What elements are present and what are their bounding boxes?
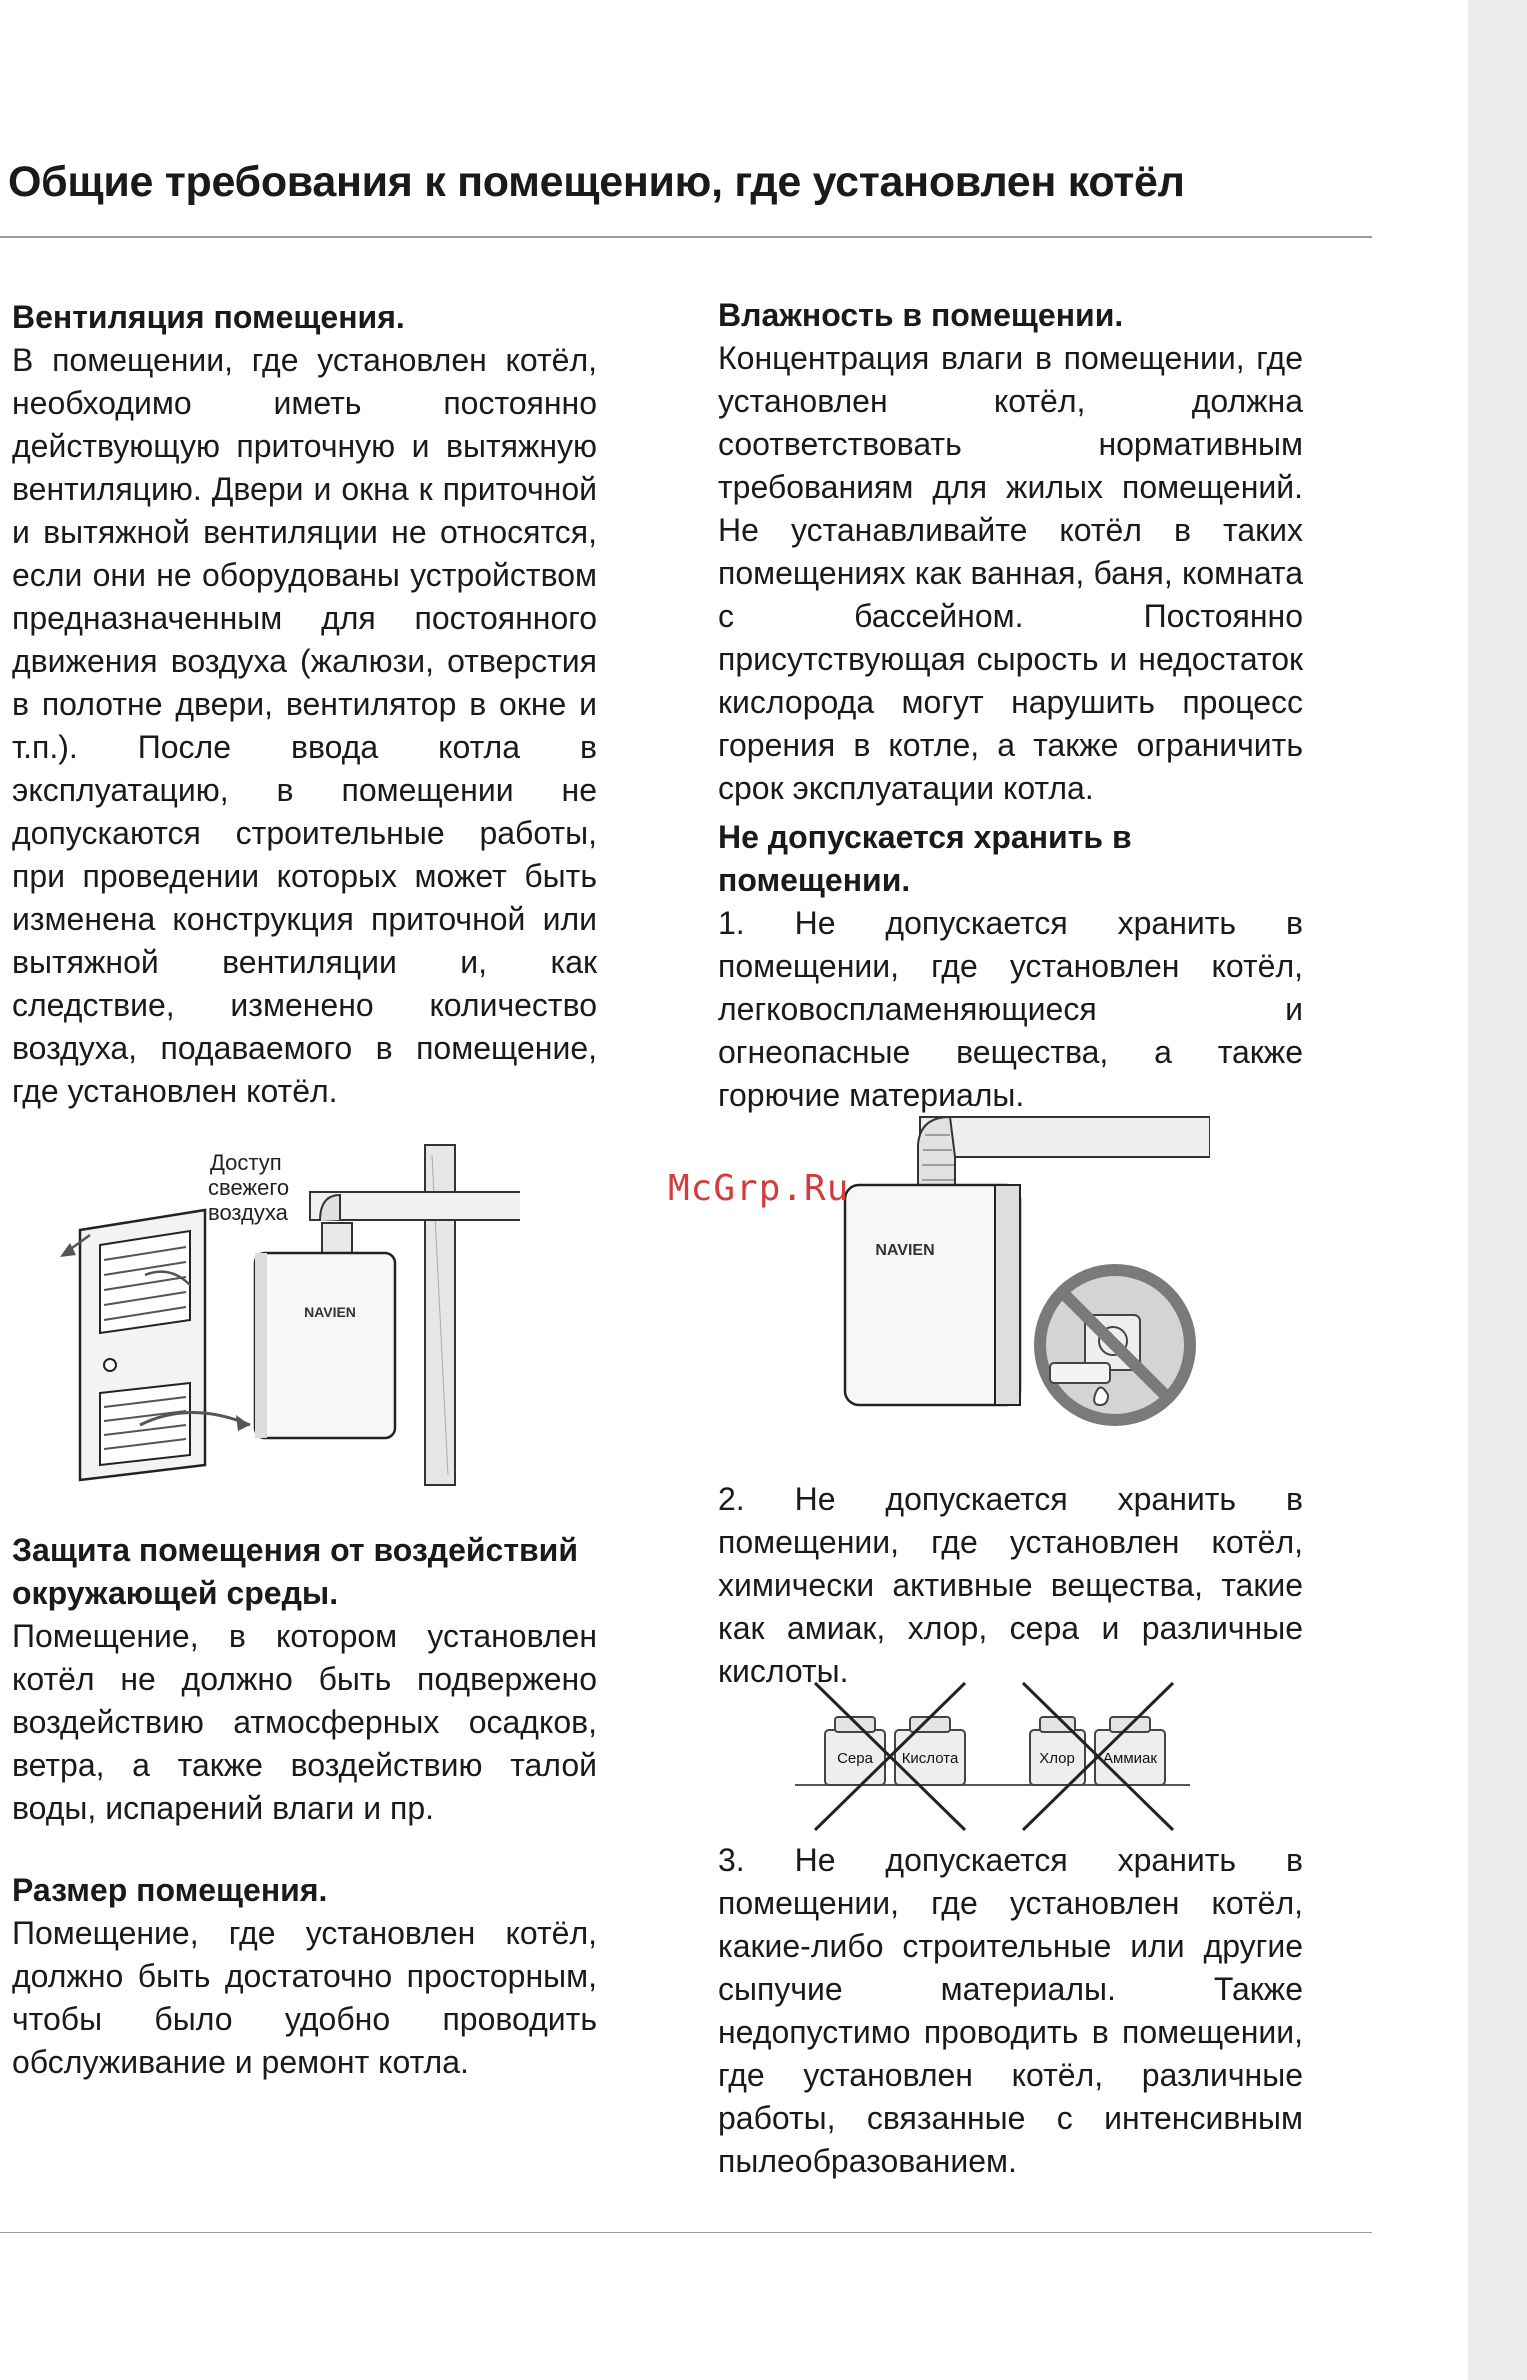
storage-item-1: 1. Не допускается хранить в помещении, где установлен котёл, легковоспламеняющиеся и огнеопасные вещества, а также горючие материалы.	[718, 905, 1303, 1113]
storage-section	[718, 816, 1303, 1117]
storage-item-2: 2. Не допускается хранить в помещении, где установлен котёл, химически активные вещества, такие как амиак, хлор, сера и различные кислоты.	[718, 1481, 1303, 1689]
ventilation-illustration	[40, 1135, 520, 1495]
ventilation-section	[12, 296, 597, 1113]
page-side-band	[1468, 0, 1527, 2380]
storage-item-3-block	[718, 1839, 1303, 2183]
figure1-label-1: Доступ	[210, 1150, 282, 1175]
page-title: Общие требования к помещению, где установлен котёл	[8, 158, 1185, 206]
jar-group-1	[815, 1683, 965, 1830]
storage-item-2-block	[718, 1478, 1303, 1693]
flammable-storage-illustration	[830, 1105, 1210, 1445]
humidity-heading: Влажность в помещении.	[718, 297, 1124, 333]
figure2-brand: NAVIEN	[875, 1242, 935, 1259]
protection-section	[12, 1529, 597, 1830]
size-heading: Размер помещения.	[12, 1872, 328, 1908]
storage-item-3: 3. Не допускается хранить в помещении, где установлен котёл, какие-либо строительные или другие сыпучие материалы. Также недопустимо проводить в помещении, где установлен котёл, различные работы, связанные с интенсивным пылеобразованием.	[718, 1842, 1303, 2179]
size-text: Помещение, где установлен котёл, должно быть достаточно просторным, чтобы было удобно проводить обслуживание и ремонт котла.	[12, 1915, 597, 2080]
jar-acid-label: Кислота	[901, 1750, 959, 1767]
jar-ammonia-label: Аммиак	[1103, 1750, 1157, 1767]
protection-heading: Защита помещения от воздействий окружающей среды.	[12, 1532, 579, 1611]
ventilation-heading: Вентиляция помещения.	[12, 299, 405, 335]
figure1-brand: NAVIEN	[304, 1304, 356, 1320]
chemicals-illustration	[795, 1675, 1190, 1835]
figure1-label-3: воздуха	[208, 1200, 288, 1225]
jar-sulfur-label: Сера	[837, 1750, 873, 1767]
storage-heading: Не допускается хранить в помещении.	[718, 819, 1132, 898]
size-section	[12, 1869, 597, 2084]
protection-text: Помещение, в котором установлен котёл не должно быть подвержено воздействию атмосферных осадков, ветра, а также воздействию талой воды, испарений влаги и пр.	[12, 1618, 597, 1826]
watermark: McGrp.Ru	[668, 1168, 850, 1209]
jar-chlorine-label: Хлор	[1039, 1750, 1075, 1767]
figure1-label-2: свежего	[208, 1175, 290, 1200]
ventilation-text: В помещении, где установлен котёл, необходимо иметь постоянно действующую приточную и вытяжную вентиляцию. Двери и окна к приточной и вытяжной вентиляции не относятся, если они не оборудованы устройством предназначенным для постоянного движения воздуха (жалюзи, отверстия в полотне двери, вентилятор в окне и т.п.). После ввода котла в эксплуатацию, в помещении не допускаются строительные работы, при проведении которых может быть изменена конструкция приточной или вытяжной вентиляции и, как следствие, изменено количество воздуха, подаваемого в помещение, где установлен котёл.	[12, 342, 597, 1109]
title-divider	[0, 236, 1372, 238]
footer-divider	[0, 2232, 1372, 2233]
humidity-text: Концентрация влаги в помещении, где установлен котёл, должна соответствовать нормативным требованиям для жилых помещений. Не устанавливайте котёл в таких помещениях как ванная, баня, комната с бассейном. Постоянно присутствующая сырость и недостаток кислорода могут нарушить процесс горения в котле, а также ограничить срок эксплуатации котла.	[718, 340, 1303, 806]
humidity-section	[718, 294, 1303, 810]
jar-group-2	[1023, 1683, 1173, 1830]
